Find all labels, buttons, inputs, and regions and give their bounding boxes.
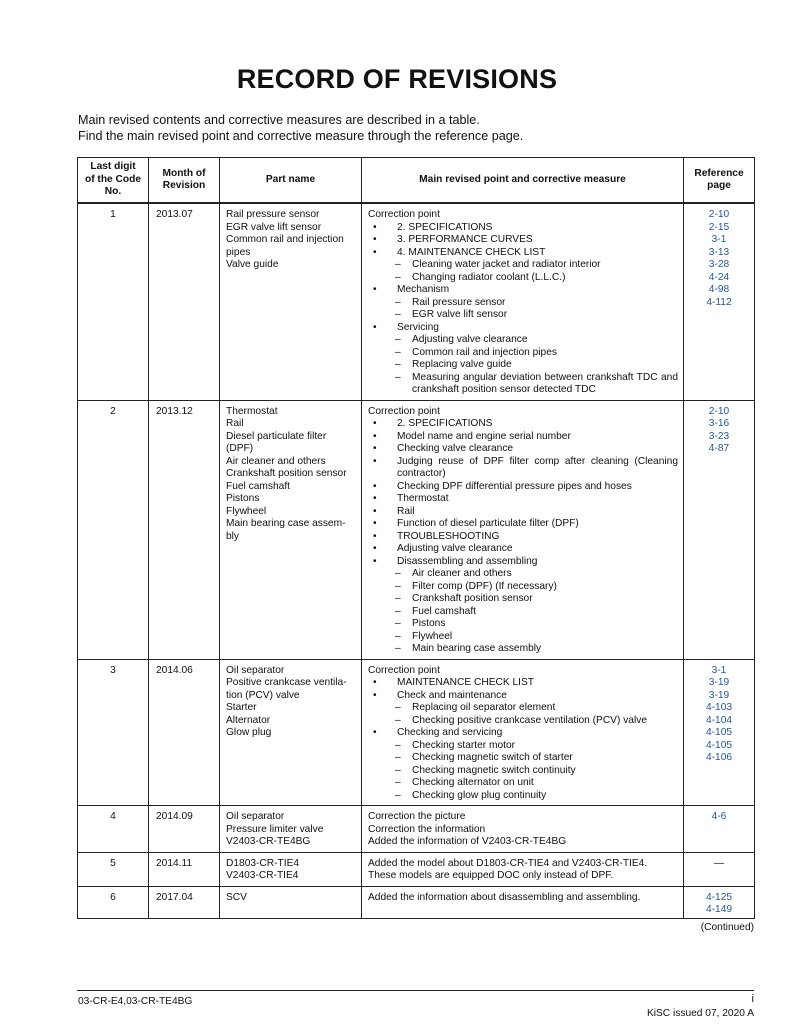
measure-subitem: – Adjusting valve clearance — [368, 334, 678, 347]
measure-heading: Correction point — [368, 209, 440, 220]
code-digit: 4 — [110, 811, 116, 822]
measure-subitem: – Crankshaft position sensor — [368, 593, 678, 606]
measure-subitem: – Replacing valve guide — [368, 359, 678, 372]
part-name-cell — [220, 400, 362, 659]
part-name-cell — [220, 886, 362, 918]
revision-month: 2014.09 — [156, 811, 193, 822]
part-name: Pistons — [226, 493, 260, 504]
measure-cell — [362, 659, 684, 806]
reference-cell — [684, 886, 755, 918]
part-name: Thermostat — [226, 405, 278, 417]
measure-heading: Added the information about disassembling and assembling. — [368, 891, 641, 903]
reference-page-link[interactable]: 3-1 — [711, 664, 727, 676]
header-month: Month of Revision — [149, 158, 220, 204]
measure-subitem: – Cleaning water jacket and radiator interior — [368, 259, 678, 272]
reference-none: — — [713, 857, 725, 869]
part-name: Common rail and injection — [226, 234, 344, 245]
revision-month-cell — [149, 400, 220, 659]
table-row — [78, 659, 755, 806]
code-digit-cell — [78, 203, 149, 400]
part-name: Pressure limiter valve — [226, 823, 324, 835]
measure-bullet: • 3. PERFORMANCE CURVES — [368, 234, 678, 247]
revision-month: 2017.04 — [156, 891, 193, 903]
measure-subitem: – Checking glow plug continuity — [368, 790, 678, 803]
reference-page-link[interactable]: 3-19 — [708, 677, 730, 688]
table-row — [78, 852, 755, 886]
revision-month-cell — [149, 806, 220, 853]
part-name: Diesel particulate filter — [226, 430, 327, 442]
part-name: Oil separator — [226, 664, 285, 676]
part-name: D1803-CR-TIE4 — [226, 857, 300, 869]
revision-month: 2013.12 — [156, 405, 193, 417]
footer-issue: KiSC issued 07, 2020 A — [646, 1008, 754, 1019]
part-name-cell — [220, 806, 362, 853]
code-digit-cell — [78, 659, 149, 806]
part-name: tion (PCV) valve — [226, 689, 300, 701]
measure-subitem: – Fuel camshaft — [368, 606, 678, 619]
revision-month-cell — [149, 203, 220, 400]
reference-page-link[interactable]: 4-6 — [711, 811, 727, 822]
measure-subitem: – Rail pressure sensor — [368, 297, 678, 310]
measure-cell — [362, 852, 684, 886]
reference-page-link[interactable]: 2-15 — [708, 221, 730, 233]
part-name: EGR valve lift sensor — [226, 221, 322, 233]
revision-month-cell — [149, 886, 220, 918]
reference-page-link[interactable]: 4-125 — [705, 891, 733, 903]
measure-subitem: – Filter comp (DPF) (If necessary) — [368, 581, 678, 594]
measure-bullet: • MAINTENANCE CHECK LIST — [368, 677, 678, 690]
reference-page-link[interactable]: 3-1 — [711, 234, 727, 245]
part-name: Starter — [226, 702, 257, 713]
measure-heading: Added the information of V2403-CR-TE4BG — [368, 836, 567, 847]
measure-subitem: – Main bearing case assembly — [368, 643, 678, 656]
header-reference: Reference page — [684, 158, 755, 204]
table-row — [78, 806, 755, 853]
measure-bullet: • Mechanism — [368, 284, 678, 297]
part-name: Valve guide — [226, 259, 279, 270]
revision-month: 2013.07 — [156, 209, 193, 220]
header-measure: Main revised point and corrective measure — [362, 158, 684, 204]
measure-bullet: • 2. SPECIFICATIONS — [368, 418, 678, 431]
code-digit: 6 — [110, 891, 116, 903]
measure-heading: Correction point — [368, 664, 440, 676]
measure-subitem: – Changing radiator coolant (L.L.C.) — [368, 272, 678, 285]
code-digit: 5 — [110, 857, 116, 869]
part-name-cell — [220, 659, 362, 806]
intro-line: Main revised contents and corrective measures are described in a table. — [78, 113, 480, 127]
revisions-table — [77, 157, 755, 919]
measure-bullet: • Check and maintenance — [368, 690, 678, 703]
reference-page-link[interactable]: 3-23 — [708, 430, 730, 442]
continued-note: (Continued) — [700, 922, 754, 933]
intro-line: Find the main revised point and corrective measure through the reference page. — [78, 129, 524, 143]
part-name: (DPF) — [226, 443, 254, 454]
reference-cell — [684, 659, 755, 806]
reference-page-link[interactable]: 3-13 — [708, 246, 730, 258]
measure-subitem: – Measuring angular deviation between crankshaft TDC and crankshaft position sensor detected TDC — [368, 372, 678, 397]
measure-bullet: • Thermostat — [368, 493, 678, 506]
part-name: Oil separator — [226, 811, 285, 822]
measure-bullet: • Checking valve clearance — [368, 443, 678, 456]
revision-month-cell — [149, 659, 220, 806]
part-name: Rail pressure sensor — [226, 209, 320, 220]
part-name: Glow plug — [226, 727, 272, 738]
reference-cell — [684, 203, 755, 400]
part-name-cell — [220, 203, 362, 400]
footer-code: 03-CR-E4,03-CR-TE4BG — [78, 996, 193, 1007]
measure-bullet: • 2. SPECIFICATIONS — [368, 222, 678, 235]
reference-page-link[interactable]: 4-112 — [706, 296, 732, 308]
measure-subitem: – Flywheel — [368, 631, 678, 644]
measure-heading: Correction the information — [368, 823, 486, 835]
measure-subitem: – Air cleaner and others — [368, 568, 678, 581]
code-digit-cell — [78, 886, 149, 918]
reference-page-link[interactable]: 4-105 — [705, 739, 733, 751]
table-row — [78, 203, 755, 400]
reference-page-link[interactable]: 3-19 — [708, 689, 730, 701]
part-name: pipes — [226, 246, 251, 258]
reference-page-link[interactable]: 2-10 — [708, 405, 730, 417]
measure-bullet: • Checking and servicing — [368, 727, 678, 740]
measure-cell — [362, 203, 684, 400]
measure-subitem: – Checking magnetic switch of starter — [368, 752, 678, 765]
reference-page-link[interactable]: 4-103 — [705, 702, 733, 713]
reference-page-link[interactable]: 2-10 — [708, 209, 730, 220]
measure-cell — [362, 886, 684, 918]
part-name: Main bearing case assem- — [226, 518, 346, 529]
intro-text — [78, 112, 523, 144]
part-name: Positive crankcase ventila- — [226, 677, 347, 688]
measure-cell — [362, 806, 684, 853]
part-name: V2403-CR-TIE4 — [226, 870, 299, 881]
measure-bullet: • Checking DPF differential pressure pipes and hoses — [368, 481, 678, 494]
code-digit-cell — [78, 852, 149, 886]
part-name: Crankshaft position sensor — [226, 468, 347, 479]
reference-page-link[interactable]: 4-98 — [708, 284, 730, 295]
reference-cell — [684, 852, 755, 886]
measure-bullet: • 4. MAINTENANCE CHECK LIST — [368, 247, 678, 260]
reference-cell — [684, 806, 755, 853]
measure-heading: Correction point — [368, 405, 440, 417]
reference-page-link[interactable]: 4-149 — [705, 904, 733, 915]
reference-page-link[interactable]: 3-28 — [708, 259, 730, 270]
measure-subitem: – Checking starter motor — [368, 740, 678, 753]
table-row — [78, 400, 755, 659]
measure-bullet: • Servicing — [368, 322, 678, 335]
header-last-digit: Last digit of the Code No. — [78, 158, 149, 204]
part-name: SCV — [226, 891, 247, 903]
measure-subitem: – Common rail and injection pipes — [368, 347, 678, 360]
measure-subitem: – EGR valve lift sensor — [368, 309, 678, 322]
reference-page-link[interactable]: 4-105 — [705, 727, 733, 738]
measure-heading: Correction the picture — [368, 811, 466, 822]
reference-page-link[interactable]: 3-16 — [708, 418, 730, 429]
measure-heading: Added the model about D1803-CR-TIE4 and V2403-CR-TIE4. — [368, 857, 648, 869]
measure-bullet: • Function of diesel particulate filter (DPF) — [368, 518, 678, 531]
revision-month-cell — [149, 852, 220, 886]
measure-subitem: – Pistons — [368, 618, 678, 631]
part-name: Fuel camshaft — [226, 480, 290, 492]
table-row — [78, 886, 755, 918]
code-digit-cell — [78, 806, 149, 853]
part-name: Rail — [226, 418, 244, 429]
page-title: RECORD OF REVISIONS — [236, 64, 558, 94]
page-number: i — [751, 993, 754, 1005]
part-name: V2403-CR-TE4BG — [226, 836, 311, 847]
reference-page-link[interactable]: 4-104 — [705, 714, 733, 726]
code-digit-cell — [78, 400, 149, 659]
measure-subitem: – Checking positive crankcase ventilation (PCV) valve — [368, 715, 678, 728]
part-name: Air cleaner and others — [226, 455, 326, 467]
reference-page-link[interactable]: 4-106 — [705, 752, 733, 763]
reference-cell — [684, 400, 755, 659]
header-part-name: Part name — [220, 158, 362, 204]
revision-month: 2014.11 — [156, 857, 193, 869]
part-name: bly — [226, 530, 240, 542]
reference-page-link[interactable]: 4-24 — [708, 271, 730, 283]
measure-bullet: • Adjusting valve clearance — [368, 543, 678, 556]
footer-divider — [77, 990, 754, 991]
measure-heading: These models are equipped DOC only instead of DPF. — [368, 870, 614, 881]
revisions-table-body — [78, 203, 755, 918]
reference-page-link[interactable]: 4-87 — [708, 443, 730, 454]
part-name: Flywheel — [226, 505, 267, 517]
part-name-cell — [220, 852, 362, 886]
measure-subitem: – Replacing oil separator element — [368, 702, 678, 715]
code-digit: 1 — [110, 209, 116, 220]
measure-bullet: • TROUBLESHOOTING — [368, 531, 678, 544]
measure-cell — [362, 400, 684, 659]
measure-bullet: • Judging reuse of DPF filter comp after cleaning (Cleaning contractor) — [368, 456, 678, 481]
measure-bullet: • Rail — [368, 506, 678, 519]
table-header-row — [78, 158, 755, 204]
part-name: Alternator — [226, 714, 271, 726]
code-digit: 3 — [110, 664, 116, 676]
code-digit: 2 — [110, 405, 116, 417]
measure-bullet: • Disassembling and assembling — [368, 556, 678, 569]
measure-subitem: – Checking magnetic switch continuity — [368, 765, 678, 778]
measure-subitem: – Checking alternator on unit — [368, 777, 678, 790]
revision-month: 2014.06 — [156, 664, 193, 676]
measure-bullet: • Model name and engine serial number — [368, 431, 678, 444]
